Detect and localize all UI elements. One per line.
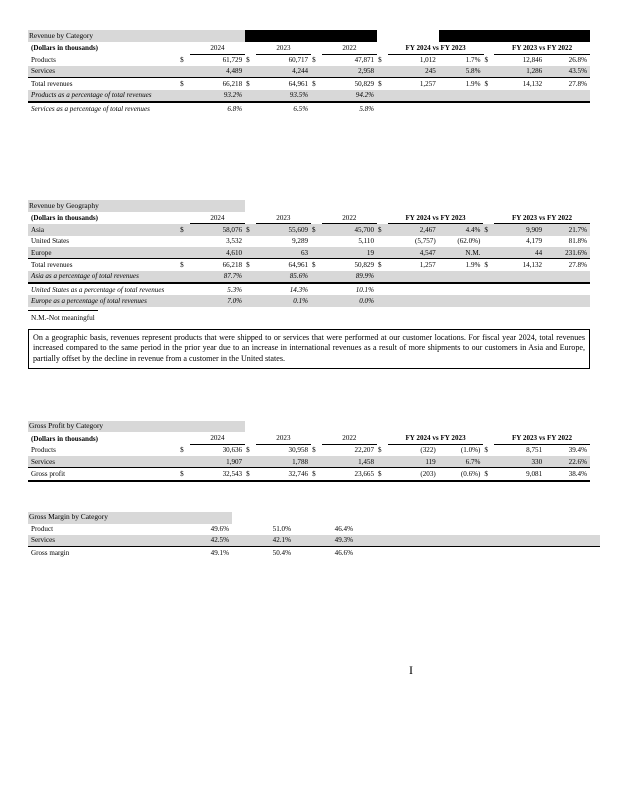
currency-symbol: $: [378, 56, 382, 65]
row-label: Gross margin: [28, 547, 170, 559]
pct-fy23-fy22: 27.8%: [545, 78, 590, 90]
currency-symbol: $: [483, 259, 494, 271]
value-2024: 32,543: [190, 468, 245, 481]
currency-symbol: [179, 66, 190, 78]
section-title-row: [28, 200, 590, 212]
currency-symbol: [311, 236, 322, 247]
currency-symbol: $: [311, 78, 322, 90]
delta-fy23-fy22: 330: [494, 456, 545, 468]
table-row-pct: [28, 271, 590, 283]
currency-symbol: $: [377, 224, 388, 236]
delta-fy23-fy22: 4,179: [526, 237, 543, 246]
delta-fy24-fy23: (322): [420, 446, 436, 455]
pct-fy23-fy22: 27.8%: [545, 259, 590, 271]
col-header-fy24-vs-fy23: FY 2024 vs FY 2023: [388, 42, 484, 54]
units-label: (Dollars in thousands): [31, 44, 99, 53]
delta-fy23-fy22: 14,132: [494, 259, 545, 271]
col-header-2022: 2022: [322, 42, 377, 54]
section-gap-2: [28, 369, 590, 421]
pct-fy24-fy23: 1.9%: [439, 259, 484, 271]
section-gap-3: [28, 482, 590, 512]
currency-symbol: $: [180, 446, 184, 455]
value-2024: 66,218: [190, 259, 245, 271]
currency-symbol: $: [245, 224, 256, 236]
delta-fy23-fy22: 9,909: [494, 224, 545, 236]
col-header-2024: 2024: [190, 212, 245, 224]
col-header-fy24-vs-fy23: FY 2024 vs FY 2023: [388, 432, 484, 444]
pct-fy24-fy23: 6.7%: [439, 456, 484, 468]
delta-fy24-fy23: 1,257: [388, 78, 439, 90]
value-2024: 4,610: [190, 247, 245, 259]
revenue-by-geography-table: [28, 200, 590, 306]
value-2022: 94.2%: [322, 90, 377, 102]
value-2024: 87.7%: [190, 271, 245, 283]
value-2022: 45,700: [322, 224, 377, 236]
value-2024: 66,218: [190, 78, 245, 90]
pct-fy24-fy23: 1.9%: [439, 78, 484, 90]
table-row: [28, 535, 600, 547]
value-2023: 60,717: [288, 56, 309, 65]
delta-fy24-fy23: (203): [388, 468, 439, 481]
currency-symbol: $: [483, 224, 494, 236]
value-2024: 3,532: [226, 237, 243, 246]
value-2023: 1,788: [256, 456, 311, 468]
currency-symbol: $: [311, 468, 322, 481]
revenue-by-category-title: Revenue by Category: [28, 30, 245, 42]
pct-fy23-fy22: 22.6%: [545, 456, 590, 468]
delta-fy23-fy22: 8,751: [526, 446, 543, 455]
row-label: United States as a percentage of total revenues: [31, 285, 165, 294]
value-2024: 30,636: [222, 446, 243, 455]
value-2023: 9,289: [292, 237, 309, 246]
pct-fy23-fy22: 39.4%: [568, 446, 587, 455]
row-label: Services as a percentage of total revenues: [31, 104, 150, 113]
col-header-2022: 2022: [322, 212, 377, 224]
gross-margin-title: Gross Margin by Category: [28, 512, 232, 524]
col-header-fy23-vs-fy22: FY 2023 vs FY 2022: [494, 42, 590, 54]
currency-symbol: [311, 66, 322, 78]
currency-symbol: $: [180, 56, 184, 65]
row-label: Products: [31, 446, 56, 455]
value-2023: 64,961: [256, 259, 311, 271]
geography-paragraph: On a geographic basis, revenues represent products that were shipped to or services that were performed at our customer locations. For fiscal year 2024, total revenues increased compared to the same period in the prior year due to an increase in international revenues as a result of more shipments to our customers in Asia and Europe, partially offset by the decline in revenue from a customer in the United states.: [28, 329, 590, 369]
currency-symbol: [483, 236, 494, 247]
currency-symbol: $: [245, 468, 256, 481]
table-row: [28, 524, 600, 535]
value-2022: 46.6%: [304, 547, 356, 559]
value-2023: 55,609: [256, 224, 311, 236]
value-2022: 47,871: [354, 56, 375, 65]
value-2023: 14.3%: [289, 285, 309, 294]
gross-profit-by-category-table: [28, 421, 590, 482]
col-header-2023: 2023: [256, 42, 311, 54]
delta-fy24-fy23: 119: [388, 456, 439, 468]
table-row: [28, 236, 590, 247]
table-row-total: [28, 78, 590, 90]
text-cursor: I: [409, 663, 413, 677]
value-2023: 85.6%: [256, 271, 311, 283]
col-header-2022: 2022: [322, 432, 377, 444]
currency-symbol: [245, 247, 256, 259]
currency-symbol: [245, 66, 256, 78]
value-2022: 5,110: [358, 237, 375, 246]
currency-symbol: $: [377, 259, 388, 271]
value-2023: 64,961: [256, 78, 311, 90]
currency-symbol: [483, 247, 494, 259]
currency-symbol: $: [311, 224, 322, 236]
currency-symbol: [483, 456, 494, 468]
currency-symbol: [179, 236, 190, 247]
currency-symbol: $: [245, 259, 256, 271]
value-2024: 5.3%: [227, 285, 243, 294]
table-row: [28, 444, 590, 456]
value-2023: 32,746: [256, 468, 311, 481]
delta-fy24-fy23: 1,257: [388, 259, 439, 271]
table-row-pct: [28, 102, 590, 114]
currency-symbol: $: [484, 78, 495, 90]
units-label: (Dollars in thousands): [31, 434, 99, 443]
value-2022: 22,207: [354, 446, 375, 455]
value-2024: 58,076: [190, 224, 245, 236]
delta-fy23-fy22: 14,132: [494, 78, 545, 90]
pct-fy24-fy23: (0.6%): [439, 468, 484, 481]
value-2023: 42.1%: [242, 535, 294, 547]
pct-fy24-fy23: 5.8%: [439, 66, 484, 78]
row-label: Total revenues: [28, 78, 179, 90]
row-label: Asia: [28, 224, 179, 236]
pct-fy24-fy23: (62.0%): [457, 237, 481, 246]
row-label: Products: [31, 56, 56, 65]
currency-symbol: [311, 456, 322, 468]
pct-fy24-fy23: (1.0%): [460, 446, 481, 455]
col-header-fy23-vs-fy22: FY 2023 vs FY 2022: [494, 212, 590, 224]
value-2022: 0.0%: [322, 295, 377, 306]
currency-symbol: [377, 66, 388, 78]
row-label: Asia as a percentage of total revenues: [28, 271, 179, 283]
delta-fy23-fy22: 44: [494, 247, 545, 259]
section-title-row: [28, 30, 590, 42]
col-header-2023: 2023: [256, 432, 311, 444]
currency-symbol: [377, 247, 388, 259]
row-label: United States: [31, 237, 70, 246]
currency-symbol: [377, 456, 388, 468]
value-2024: 6.8%: [227, 104, 243, 113]
currency-symbol: $: [179, 224, 190, 236]
currency-symbol: [245, 456, 256, 468]
currency-symbol: [245, 236, 256, 247]
value-2023: 6.5%: [293, 104, 309, 113]
currency-symbol: [484, 66, 495, 78]
table-row-pct: [28, 283, 590, 295]
black-band-left: [245, 30, 377, 42]
table-row: [28, 224, 590, 236]
delta-fy24-fy23: 1,012: [419, 56, 436, 65]
table-row: [28, 66, 590, 78]
row-label: Services: [28, 535, 170, 547]
col-header-2023: 2023: [256, 212, 311, 224]
value-2024: 93.2%: [190, 90, 245, 102]
value-2023: 51.0%: [272, 525, 291, 534]
pct-fy23-fy22: 81.8%: [568, 237, 587, 246]
row-label: Total revenues: [28, 259, 179, 271]
value-2023: 0.1%: [256, 295, 311, 306]
value-2024: 42.5%: [180, 535, 232, 547]
pct-fy24-fy23: N.M.: [439, 247, 484, 259]
currency-symbol: [179, 456, 190, 468]
pct-fy23-fy22: 21.7%: [545, 224, 590, 236]
value-2022: 50,829: [322, 78, 377, 90]
table-row: [28, 456, 590, 468]
value-2022: 89.9%: [322, 271, 377, 283]
currency-symbol: $: [179, 259, 190, 271]
value-2023: 30,958: [288, 446, 309, 455]
delta-fy24-fy23: (5,757): [415, 237, 436, 246]
section-title-row: [28, 421, 590, 433]
row-label: Product: [31, 525, 54, 534]
table-row: [28, 247, 590, 259]
currency-symbol: $: [483, 468, 494, 481]
currency-symbol: $: [312, 446, 316, 455]
units-label: (Dollars in thousands): [31, 214, 99, 223]
value-2024: 49.6%: [210, 525, 229, 534]
value-2022: 46.4%: [334, 525, 353, 534]
currency-symbol: $: [246, 56, 250, 65]
row-label: Services: [28, 456, 179, 468]
delta-fy23-fy22: 12,846: [522, 56, 543, 65]
value-2022: 19: [322, 247, 377, 259]
table-row-pct: [28, 295, 590, 306]
value-2023: 93.5%: [256, 90, 311, 102]
delta-fy24-fy23: 2,467: [388, 224, 439, 236]
value-2024: 1,907: [190, 456, 245, 468]
currency-symbol: $: [312, 56, 316, 65]
revenue-by-category-table: [28, 30, 590, 114]
col-header-fy23-vs-fy22: FY 2023 vs FY 2022: [494, 432, 590, 444]
delta-fy23-fy22: 1,286: [494, 66, 545, 78]
black-band-right: [439, 30, 590, 42]
currency-symbol: $: [179, 468, 190, 481]
gross-margin-by-category-table: [28, 512, 600, 559]
value-2024: 4,489: [190, 66, 245, 78]
row-label: Europe: [28, 247, 179, 259]
col-header-2024: 2024: [190, 42, 245, 54]
currency-symbol: $: [377, 78, 388, 90]
delta-fy24-fy23: 245: [388, 66, 439, 78]
currency-symbol: $: [378, 446, 382, 455]
pct-fy23-fy22: 231.6%: [545, 247, 590, 259]
pct-fy23-fy22: 38.4%: [545, 468, 590, 481]
value-2022: 23,665: [322, 468, 377, 481]
row-label: Gross profit: [28, 468, 179, 481]
gross-profit-title: Gross Profit by Category: [28, 421, 245, 433]
value-2024: 61,729: [222, 56, 243, 65]
not-meaningful-footnote: N.M.-Not meaningful: [28, 310, 98, 324]
value-2023: 63: [256, 247, 311, 259]
table-row: [28, 54, 590, 66]
row-label: Europe as a percentage of total revenues: [28, 295, 179, 306]
col-header-fy24-vs-fy23: FY 2024 vs FY 2023: [388, 212, 484, 224]
value-2024: 49.1%: [180, 547, 232, 559]
col-header-2024: 2024: [190, 432, 245, 444]
header-row: [28, 432, 590, 444]
table-row-total: [28, 259, 590, 271]
currency-symbol: $: [245, 78, 256, 90]
table-row-total: [28, 547, 600, 559]
table-row-pct: [28, 90, 590, 102]
pct-fy24-fy23: 4.4%: [439, 224, 484, 236]
currency-symbol: [311, 247, 322, 259]
currency-symbol: $: [484, 446, 488, 455]
currency-symbol: $: [179, 78, 190, 90]
row-label: Services: [28, 66, 179, 78]
value-2022: 2,958: [322, 66, 377, 78]
pct-fy23-fy22: 43.5%: [545, 66, 590, 78]
value-2023: 50.4%: [242, 547, 294, 559]
currency-symbol: $: [484, 56, 489, 65]
pct-fy23-fy22: 26.8%: [568, 56, 587, 65]
value-2022: 10.1%: [355, 285, 375, 294]
currency-symbol: [377, 236, 388, 247]
currency-symbol: $: [311, 259, 322, 271]
value-2022: 5.8%: [359, 104, 375, 113]
value-2022: 49.3%: [304, 535, 356, 547]
section-title-row: [28, 512, 600, 524]
currency-symbol: $: [246, 446, 250, 455]
header-row: [28, 42, 590, 54]
currency-symbol: [179, 247, 190, 259]
value-2023: 4,244: [256, 66, 311, 78]
currency-symbol: $: [377, 468, 388, 481]
value-2022: 50,829: [322, 259, 377, 271]
pct-fy24-fy23: 1.7%: [465, 56, 481, 65]
delta-fy24-fy23: 4,547: [388, 247, 439, 259]
top-spacer: [28, 0, 590, 30]
value-2022: 1,458: [322, 456, 377, 468]
row-label: Products as a percentage of total revenues: [28, 90, 179, 102]
value-2024: 7.0%: [190, 295, 245, 306]
header-row: [28, 212, 590, 224]
revenue-by-geography-title: Revenue by Geography: [28, 200, 245, 212]
delta-fy23-fy22: 9,081: [494, 468, 545, 481]
section-gap-1: [28, 114, 590, 200]
document-sheet: [28, 0, 590, 559]
table-row-total: [28, 468, 590, 481]
